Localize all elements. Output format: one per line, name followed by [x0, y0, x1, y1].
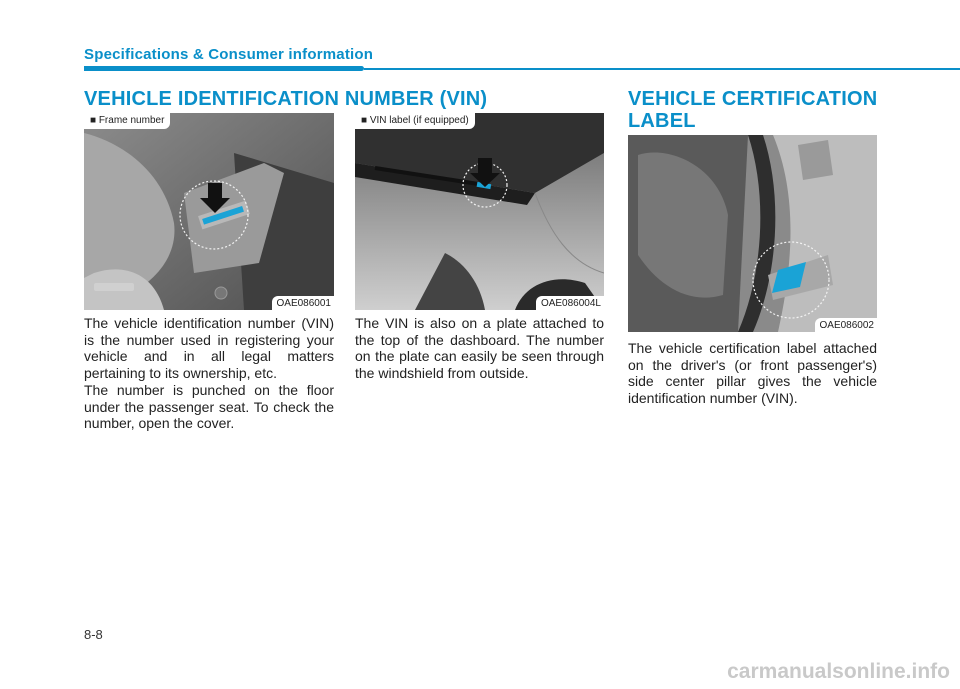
frame-number-figure [84, 113, 334, 310]
vin-paragraph-1: The vehicle identification number (VIN) is the number used in registering your vehicle and in all legal matters pertaining to its ownership, etc. [84, 315, 334, 381]
page-number: 8-8 [84, 627, 103, 642]
vin-label-illustration [355, 113, 604, 310]
figure-code: OAE086001 [272, 296, 335, 310]
vin-paragraph-2: The number is punched on the floor under the passenger seat. To check the number, open the cover. [84, 382, 334, 431]
certification-heading-line-1: VEHICLE CERTIFICATION [628, 88, 878, 110]
certification-label-figure [628, 135, 877, 332]
frame-number-illustration [84, 113, 334, 310]
vin-label-caption: ■ VIN label (if equipped) [355, 113, 475, 129]
frame-number-caption: ■ Frame number [84, 113, 170, 129]
vin-heading: VEHICLE IDENTIFICATION NUMBER (VIN) [84, 88, 488, 110]
header-accent-bar [84, 66, 364, 71]
certification-label-illustration [628, 135, 877, 332]
vin-label-figure [355, 113, 604, 310]
figure-code: OAE086004L [536, 296, 604, 310]
figure-code: OAE086002 [815, 318, 878, 332]
vin-paragraph-3: The VIN is also on a plate attached to the top of the dashboard. The number on the plate can easily be seen through the windshield from outside. [355, 315, 604, 381]
watermark: carmanualsonline.info [727, 660, 950, 683]
header-rule [364, 68, 960, 70]
certification-heading [628, 88, 888, 132]
certification-heading-line-2: LABEL [628, 110, 696, 132]
certification-paragraph: The vehicle certification label attached on the driver's (or front passenger's) side center pillar gives the vehicle identification number (VIN). [628, 340, 877, 406]
section-title: Specifications & Consumer information [84, 46, 374, 63]
